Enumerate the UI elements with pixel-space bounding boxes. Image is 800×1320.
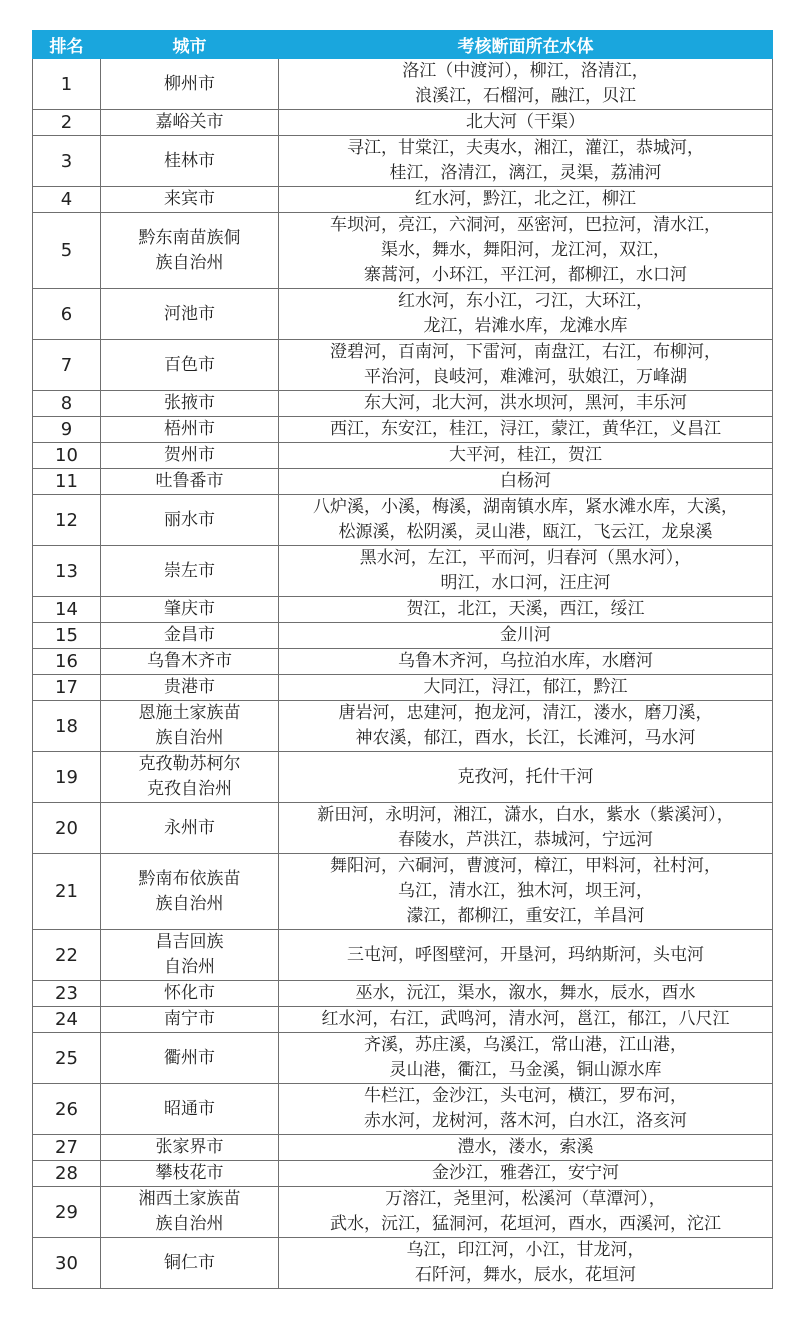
rank-cell: 10	[33, 443, 101, 469]
rank-cell: 30	[33, 1238, 101, 1289]
rank-cell: 25	[33, 1033, 101, 1084]
water-body-line: 车坝河，亮江，六洞河，巫密河，巴拉河，清水江，	[330, 215, 721, 235]
table-row	[33, 340, 773, 391]
water-body-cell	[279, 187, 773, 213]
water-body-line: 金川河	[500, 625, 551, 645]
rank-cell: 15	[33, 623, 101, 649]
water-body-line: 神农溪，郁江，酉水，长江，长滩河，马水河	[355, 728, 696, 748]
city-cell	[101, 59, 279, 110]
city-line: 怀化市	[164, 983, 215, 1003]
city-cell	[101, 187, 279, 213]
city-line: 百色市	[164, 354, 215, 375]
table-row	[33, 597, 773, 623]
rank-cell: 3	[33, 136, 101, 187]
city-line: 黔南布依族苗	[138, 868, 241, 889]
water-body-cell	[279, 59, 773, 110]
water-body-line: 西江，东安江，桂江，浔江，蒙江，黄华江，义昌江	[330, 419, 721, 439]
table-row	[33, 623, 773, 649]
water-body-line: 红水河，东小江，刁江，大环江，	[398, 291, 653, 311]
city-line: 张掖市	[164, 393, 215, 413]
header-city: 城市	[101, 31, 279, 59]
water-body-line: 黑水河，左江，平而河，归春河（黑水河），	[359, 548, 692, 568]
rank-cell: 22	[33, 930, 101, 981]
table-row	[33, 187, 773, 213]
city-line: 南宁市	[164, 1009, 215, 1029]
water-body-line: 万溶江，尧里河，松溪河（草潭河），	[385, 1189, 666, 1209]
water-body-line: 乌江，印江河，小江，甘龙河，	[406, 1240, 645, 1260]
table-row	[33, 854, 773, 930]
water-body-line: 濛江，都柳江，重安江，羊昌河	[406, 906, 645, 926]
table-row	[33, 213, 773, 289]
city-cell	[101, 110, 279, 136]
city-line: 昌吉回族	[155, 932, 224, 952]
city-line: 族自治州	[155, 252, 224, 273]
city-cell	[101, 623, 279, 649]
city-cell	[101, 391, 279, 417]
water-body-cell	[279, 752, 773, 803]
city-line: 克孜勒苏柯尔	[138, 754, 241, 774]
city-cell	[101, 1007, 279, 1033]
table-header-row	[33, 31, 773, 59]
city-line: 恩施土家族苗	[138, 703, 241, 723]
rank-cell: 11	[33, 469, 101, 495]
water-body-line: 石阡河，舞水，辰水，花垣河	[415, 1265, 636, 1285]
city-line: 自治州	[164, 957, 215, 977]
table-row	[33, 1187, 773, 1238]
city-line: 族自治州	[155, 893, 224, 914]
city-line: 永州市	[164, 817, 215, 838]
water-body-cell	[279, 1161, 773, 1187]
water-body-line: 牛栏江，金沙江，头屯河，横江，罗布河，	[364, 1086, 687, 1106]
water-body-line: 澄碧河，百南河，下雷河，南盘江，右江，布柳河，	[330, 342, 721, 362]
rank-cell: 2	[33, 110, 101, 136]
rank-cell: 21	[33, 854, 101, 930]
ranking-table-container	[32, 30, 772, 1289]
rank-cell: 16	[33, 649, 101, 675]
city-cell	[101, 803, 279, 854]
city-line: 铜仁市	[164, 1252, 215, 1273]
water-body-line: 寻江，甘棠江，夫夷水，湘江，灌江，恭城河，	[347, 138, 704, 158]
table-row	[33, 546, 773, 597]
city-cell	[101, 289, 279, 340]
water-body-line: 舞阳河，六硐河，曹渡河，樟江，甲料河，社村河，	[330, 856, 721, 876]
table-row	[33, 1007, 773, 1033]
water-body-line: 乌鲁木齐河，乌拉泊水库，水磨河	[398, 651, 653, 671]
water-body-line: 白杨河	[500, 471, 551, 491]
city-line: 贺州市	[164, 445, 215, 465]
table-row	[33, 110, 773, 136]
water-body-cell	[279, 546, 773, 597]
table-row	[33, 803, 773, 854]
table-row	[33, 930, 773, 981]
city-cell	[101, 546, 279, 597]
water-body-line: 唐岩河，忠建河，抱龙河，清江，溇水，磨刀溪，	[338, 703, 713, 723]
water-body-line: 乌江，清水江，独木河，坝王河，	[398, 881, 653, 901]
water-body-line: 大同江，浔江，郁江，黔江	[423, 677, 628, 697]
water-body-cell	[279, 854, 773, 930]
water-body-line: 新田河，永明河，湘江，潇水，白水，紫水（紫溪河），	[317, 805, 734, 825]
water-body-cell	[279, 340, 773, 391]
city-cell	[101, 1161, 279, 1187]
city-cell	[101, 1238, 279, 1289]
water-body-line: 红水河，黔江，北之江，柳江	[415, 189, 636, 209]
rank-cell: 8	[33, 391, 101, 417]
water-body-cell	[279, 675, 773, 701]
water-body-cell	[279, 391, 773, 417]
rank-cell: 23	[33, 981, 101, 1007]
water-body-cell	[279, 701, 773, 752]
water-body-cell	[279, 981, 773, 1007]
city-line: 嘉峪关市	[155, 112, 224, 132]
rank-cell: 20	[33, 803, 101, 854]
water-body-cell	[279, 289, 773, 340]
water-body-line: 八炉溪，小溪，梅溪，湖南镇水库，紧水滩水库，大溪，	[313, 497, 738, 517]
rank-cell: 17	[33, 675, 101, 701]
city-cell	[101, 930, 279, 981]
table-row	[33, 443, 773, 469]
city-cell	[101, 469, 279, 495]
rank-cell: 19	[33, 752, 101, 803]
water-body-line: 春陵水，芦洪江，恭城河，宁远河	[398, 830, 653, 850]
rank-cell: 24	[33, 1007, 101, 1033]
table-row	[33, 1161, 773, 1187]
rank-cell: 9	[33, 417, 101, 443]
city-line: 乌鲁木齐市	[147, 651, 232, 671]
water-body-cell	[279, 597, 773, 623]
city-cell	[101, 981, 279, 1007]
rank-cell: 7	[33, 340, 101, 391]
city-cell	[101, 597, 279, 623]
rank-cell: 29	[33, 1187, 101, 1238]
table-row	[33, 752, 773, 803]
water-body-line: 平治河，良岐河，难滩河，驮娘江，万峰湖	[364, 367, 687, 387]
city-line: 肇庆市	[164, 599, 215, 619]
city-cell	[101, 136, 279, 187]
water-body-line: 浪溪江，石榴河，融江，贝江	[415, 86, 636, 106]
city-line: 昭通市	[164, 1098, 215, 1119]
rank-cell: 13	[33, 546, 101, 597]
city-cell	[101, 675, 279, 701]
water-body-line: 桂江，洛清江，漓江，灵渠，荔浦河	[389, 163, 662, 183]
ranking-table	[32, 30, 773, 1289]
water-body-cell	[279, 417, 773, 443]
water-body-cell	[279, 623, 773, 649]
city-line: 攀枝花市	[155, 1163, 224, 1183]
table-body	[33, 59, 773, 1289]
rank-cell: 5	[33, 213, 101, 289]
water-body-line: 大平河，桂江，贺江	[449, 445, 602, 465]
city-line: 黔东南苗族侗	[138, 227, 241, 248]
header-water: 考核断面所在水体	[279, 31, 773, 59]
city-line: 克孜自治州	[147, 779, 232, 799]
water-body-line: 金沙江，雅砻江，安宁河	[432, 1163, 619, 1183]
header-rank: 排名	[33, 31, 101, 59]
water-body-cell	[279, 469, 773, 495]
table-row	[33, 1135, 773, 1161]
city-cell	[101, 1033, 279, 1084]
table-row	[33, 469, 773, 495]
water-body-line: 灵山港，衢江，马金溪，铜山源水库	[389, 1060, 662, 1080]
city-cell	[101, 649, 279, 675]
table-row	[33, 1084, 773, 1135]
water-body-cell	[279, 930, 773, 981]
city-cell	[101, 752, 279, 803]
table-row	[33, 701, 773, 752]
city-cell	[101, 213, 279, 289]
rank-cell: 14	[33, 597, 101, 623]
water-body-cell	[279, 213, 773, 289]
table-row	[33, 59, 773, 110]
water-body-line: 北大河（干渠）	[466, 112, 585, 132]
table-row	[33, 1033, 773, 1084]
water-body-line: 龙江，岩滩水库，龙滩水库	[423, 316, 628, 336]
city-cell	[101, 495, 279, 546]
city-line: 族自治州	[155, 728, 224, 748]
water-body-line: 齐溪，苏庄溪，乌溪江，常山港，江山港，	[364, 1035, 687, 1055]
water-body-line: 东大河，北大河，洪水坝河，黑河，丰乐河	[364, 393, 687, 413]
city-line: 贵港市	[164, 677, 215, 697]
table-row	[33, 649, 773, 675]
city-line: 张家界市	[155, 1137, 224, 1157]
water-body-cell	[279, 1238, 773, 1289]
water-body-cell	[279, 110, 773, 136]
city-cell	[101, 340, 279, 391]
city-cell	[101, 1084, 279, 1135]
water-body-line: 赤水河，龙树河，落木河，白水江，洛亥河	[364, 1111, 687, 1131]
water-body-line: 三屯河，呼图壁河，开垦河，玛纳斯河，头屯河	[347, 944, 704, 965]
water-body-line: 明江，水口河，汪庄河	[440, 573, 611, 593]
water-body-cell	[279, 1033, 773, 1084]
city-line: 桂林市	[164, 150, 215, 171]
rank-cell: 28	[33, 1161, 101, 1187]
water-body-line: 红水河，右江，武鸣河，清水河，邕江，郁江，八尺江	[321, 1009, 730, 1029]
water-body-line: 澧水，溇水，索溪	[457, 1137, 594, 1157]
table-row	[33, 391, 773, 417]
rank-cell: 4	[33, 187, 101, 213]
rank-cell: 27	[33, 1135, 101, 1161]
city-line: 丽水市	[164, 509, 215, 530]
water-body-cell	[279, 136, 773, 187]
table-row	[33, 981, 773, 1007]
rank-cell: 1	[33, 59, 101, 110]
table-row	[33, 417, 773, 443]
city-cell	[101, 417, 279, 443]
water-body-cell	[279, 649, 773, 675]
table-row	[33, 675, 773, 701]
city-line: 柳州市	[164, 73, 215, 94]
water-body-line: 克孜河，托什干河	[457, 766, 594, 787]
rank-cell: 12	[33, 495, 101, 546]
rank-cell: 18	[33, 701, 101, 752]
water-body-cell	[279, 1135, 773, 1161]
water-body-line: 武水，沅江，猛洞河，花垣河，酉水，西溪河，沱江	[330, 1214, 721, 1234]
city-line: 湘西土家族苗	[138, 1189, 241, 1209]
city-line: 来宾市	[164, 189, 215, 209]
rank-cell: 6	[33, 289, 101, 340]
city-cell	[101, 1135, 279, 1161]
water-body-line: 洛江（中渡河），柳江，洛清江，	[402, 61, 649, 81]
city-cell	[101, 854, 279, 930]
water-body-line: 贺江，北江，天溪，西江，绥江	[406, 599, 645, 619]
city-line: 梧州市	[164, 419, 215, 439]
city-cell	[101, 1187, 279, 1238]
water-body-line: 渠水，舞水，舞阳河，龙江河，双江，	[381, 240, 670, 260]
city-line: 族自治州	[155, 1214, 224, 1234]
city-line: 崇左市	[164, 560, 215, 581]
water-body-line: 松源溪，松阴溪，灵山港，瓯江，飞云江，龙泉溪	[338, 522, 713, 542]
water-body-cell	[279, 803, 773, 854]
water-body-cell	[279, 1007, 773, 1033]
table-row	[33, 136, 773, 187]
table-row	[33, 495, 773, 546]
city-line: 吐鲁番市	[155, 471, 224, 491]
water-body-cell	[279, 1084, 773, 1135]
water-body-cell	[279, 1187, 773, 1238]
city-cell	[101, 701, 279, 752]
table-row	[33, 289, 773, 340]
water-body-cell	[279, 443, 773, 469]
rank-cell: 26	[33, 1084, 101, 1135]
city-line: 金昌市	[164, 625, 215, 645]
water-body-cell	[279, 495, 773, 546]
city-line: 衢州市	[164, 1047, 215, 1068]
table-row	[33, 1238, 773, 1289]
city-line: 河池市	[164, 303, 215, 324]
water-body-line: 寨蒿河，小环江，平江河，都柳江，水口河	[364, 265, 687, 285]
water-body-line: 巫水，沅江，渠水，溆水，舞水，辰水，酉水	[355, 983, 696, 1003]
city-cell	[101, 443, 279, 469]
